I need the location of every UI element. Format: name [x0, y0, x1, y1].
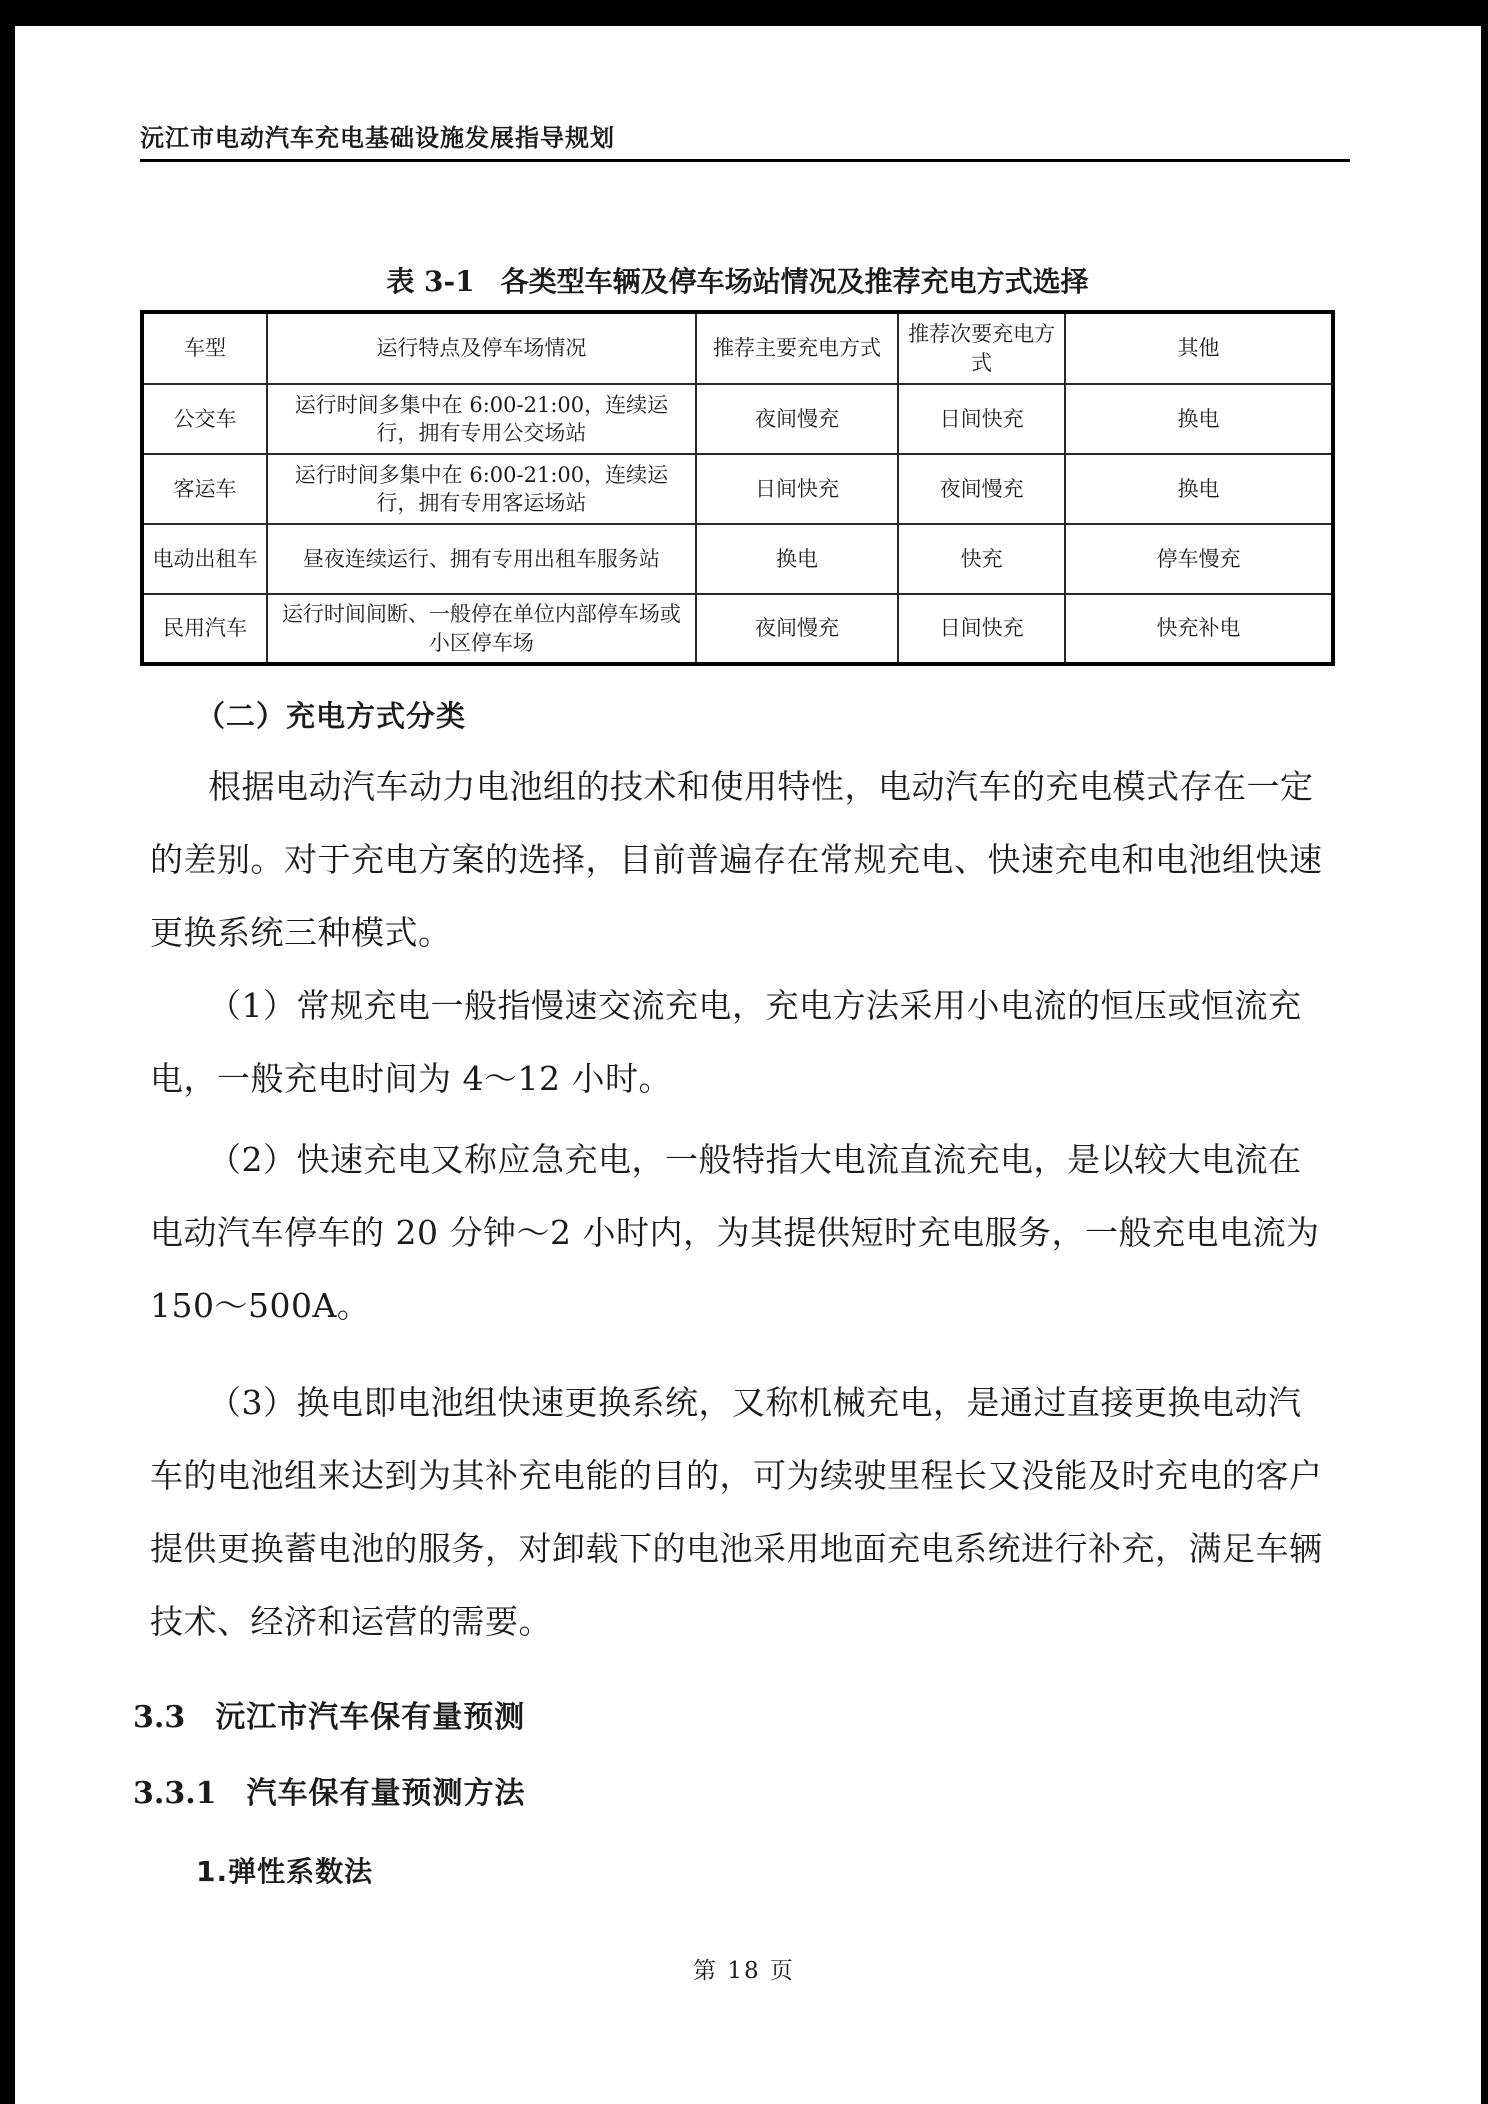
- column-header-operation: 运行特点及停车场情况: [267, 312, 696, 384]
- column-header-primary-charging: 推荐主要充电方式: [696, 312, 898, 384]
- scan-frame-left: [0, 0, 15, 2104]
- section-heading-3-3-1: [133, 1768, 526, 1812]
- table-cell: 日间快充: [696, 454, 898, 524]
- paragraph-battery-swap: [150, 1366, 1364, 1658]
- body-line: 更换系统三种模式。: [150, 913, 452, 952]
- table-cell: 日间快充: [898, 594, 1065, 664]
- table-caption-number: 表 3-1: [386, 265, 475, 298]
- scan-frame-right: [1481, 0, 1488, 2104]
- body-line: 提供更换蓄电池的服务，对卸载下的电池采用地面充电系统进行补充，满足车辆: [150, 1529, 1323, 1568]
- table-cell: 日间快充: [898, 384, 1065, 454]
- table-cell: 换电: [696, 524, 898, 594]
- header-rule: [140, 159, 1350, 162]
- section-heading-3-3: [133, 1692, 525, 1736]
- body-text: [150, 750, 1364, 1658]
- vehicle-charging-table: [140, 310, 1335, 666]
- column-header-secondary-charging: 推荐次要充电方式: [898, 312, 1065, 384]
- table-cell: 昼夜连续运行、拥有专用出租车服务站: [267, 524, 696, 594]
- body-line: 电动汽车停车的 20 分钟～2 小时内，为其提供短时充电服务，一般充电电流为: [150, 1213, 1320, 1252]
- table-row-private-car: [142, 594, 1333, 664]
- column-header-other: 其他: [1065, 312, 1333, 384]
- section-number: 3.3.1: [133, 1776, 217, 1811]
- table-cell: 民用汽车: [142, 594, 267, 664]
- body-line: 电，一般充电时间为 4～12 小时。: [150, 1059, 672, 1098]
- table-cell: 停车慢充: [1065, 524, 1333, 594]
- method-heading-elasticity: 1.弹性系数法: [196, 1855, 374, 1888]
- table-cell: 换电: [1065, 454, 1333, 524]
- paragraph-fast-charging: [150, 1123, 1364, 1342]
- table-row-bus: [142, 384, 1333, 454]
- table-cell: 运行时间间断、一般停在单位内部停车场或小区停车场: [267, 594, 696, 664]
- body-line: 车的电池组来达到为其补充电能的目的，可为续驶里程长又没能及时充电的客户: [150, 1456, 1323, 1495]
- table-cell: 夜间慢充: [696, 594, 898, 664]
- table-cell: 客运车: [142, 454, 267, 524]
- section-number: 3.3: [133, 1700, 186, 1735]
- table-cell: 夜间慢充: [696, 384, 898, 454]
- table-row-taxi: [142, 524, 1333, 594]
- table-cell: 夜间慢充: [898, 454, 1065, 524]
- page-header-title: 沅江市电动汽车充电基础设施发展指导规划: [140, 123, 615, 152]
- body-line: 的差别。对于充电方案的选择，目前普遍存在常规充电、快速充电和电池组快速: [150, 840, 1323, 879]
- paragraph-normal-charging: [150, 969, 1364, 1115]
- section-title: 沅江市汽车保有量预测: [215, 1700, 526, 1735]
- body-line: 根据电动汽车动力电池组的技术和使用特性，电动汽车的充电模式存在一定: [208, 767, 1314, 806]
- table-caption-text: 各类型车辆及停车场站情况及推荐充电方式选择: [500, 265, 1089, 298]
- table-cell: 公交车: [142, 384, 267, 454]
- column-header-vehicle-type: 车型: [142, 312, 267, 384]
- table-caption: [140, 260, 1335, 300]
- table-cell: 运行时间多集中在 6:00-21:00，连续运行，拥有专用客运场站: [267, 454, 696, 524]
- body-line: 150～500A。: [150, 1286, 371, 1325]
- table-row-coach: [142, 454, 1333, 524]
- table-cell: 运行时间多集中在 6:00-21:00，连续运行，拥有专用公交场站: [267, 384, 696, 454]
- body-line: （1）常规充电一般指慢速交流充电，充电方法采用小电流的恒压或恒流充: [208, 986, 1302, 1025]
- table-cell: 快充补电: [1065, 594, 1333, 664]
- table-header-row: [142, 312, 1333, 384]
- paragraph-intro: [150, 750, 1364, 969]
- table-cell: 电动出租车: [142, 524, 267, 594]
- table-cell: 快充: [898, 524, 1065, 594]
- table-cell: 换电: [1065, 384, 1333, 454]
- page-footer: 第 18 页: [693, 1958, 795, 1984]
- body-line: （3）换电即电池组快速更换系统，又称机械充电，是通过直接更换电动汽: [208, 1383, 1302, 1422]
- section-heading-charging-classification: （二）充电方式分类: [196, 699, 467, 733]
- body-line: 技术、经济和运营的需要。: [150, 1602, 552, 1641]
- body-line: （2）快速充电又称应急充电，一般特指大电流直流充电，是以较大电流在: [208, 1140, 1302, 1179]
- section-title: 汽车保有量预测方法: [246, 1776, 526, 1811]
- scan-frame-top: [0, 0, 1488, 26]
